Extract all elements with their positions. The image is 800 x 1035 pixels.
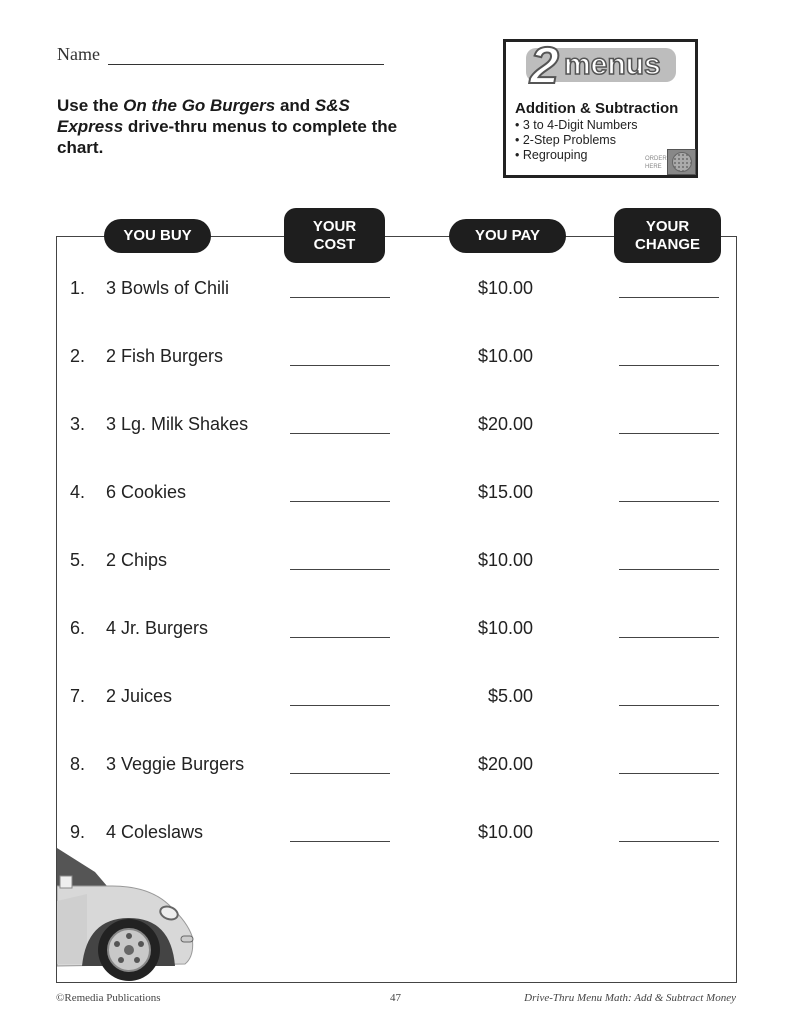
header-you-pay <box>449 219 566 253</box>
cost-blank[interactable] <box>290 841 390 842</box>
row-item: 2 Fish Burgers <box>106 346 224 366</box>
table-row <box>56 754 737 778</box>
row-pay: $10.00 <box>477 822 533 842</box>
row-pay: $10.00 <box>477 550 533 570</box>
change-blank[interactable] <box>619 433 719 434</box>
row-item: 4 Jr. Burgers <box>106 618 209 638</box>
cost-blank[interactable] <box>290 569 390 570</box>
table-row <box>56 346 737 370</box>
name-field[interactable] <box>108 48 384 65</box>
header-your-cost <box>284 208 385 263</box>
header-you-buy <box>104 219 211 253</box>
badge-bullets <box>515 118 637 163</box>
order-here-label <box>645 155 669 171</box>
table-row <box>56 686 737 710</box>
row-item: 2 Juices <box>106 686 173 706</box>
cost-blank[interactable] <box>290 433 390 434</box>
row-item: 3 Lg. Milk Shakes <box>106 414 249 434</box>
cost-blank[interactable] <box>290 705 390 706</box>
row-number: 8. <box>70 754 86 774</box>
menu-name-2: S&S Express <box>57 96 350 136</box>
speaker-icon <box>667 149 696 175</box>
table-row <box>56 278 737 302</box>
header-label: YOUR <box>645 217 690 235</box>
table-row <box>56 482 737 506</box>
footer-page-number: 47 <box>390 992 401 1004</box>
instructions <box>57 95 417 158</box>
row-number: 7. <box>70 686 86 706</box>
header-label: YOU BUY <box>123 227 192 244</box>
cost-blank[interactable] <box>290 365 390 366</box>
instructions-text: and <box>275 96 315 115</box>
logo-word: menus <box>564 48 661 81</box>
row-pay: $20.00 <box>477 754 533 774</box>
row-number: 9. <box>70 822 86 842</box>
cost-blank[interactable] <box>290 297 390 298</box>
change-blank[interactable] <box>619 773 719 774</box>
header-label: YOUR <box>312 217 357 235</box>
row-pay: $10.00 <box>477 278 533 298</box>
row-number: 6. <box>70 618 86 638</box>
badge-title: Addition & Subtraction <box>515 100 679 117</box>
row-number: 3. <box>70 414 86 434</box>
change-blank[interactable] <box>619 297 719 298</box>
row-pay: $20.00 <box>477 414 533 434</box>
instructions-text: Use the <box>57 96 124 115</box>
cost-blank[interactable] <box>290 773 390 774</box>
change-blank[interactable] <box>619 705 719 706</box>
row-item: 3 Veggie Burgers <box>106 754 245 774</box>
name-label: Name <box>57 44 100 64</box>
badge-bullet: • 2-Step Problems <box>515 133 637 148</box>
badge-bullet: • Regrouping <box>515 148 637 163</box>
change-blank[interactable] <box>619 365 719 366</box>
header-label: CHANGE <box>634 235 700 253</box>
row-pay: $15.00 <box>477 482 533 502</box>
footer-publisher: ©Remedia Publications <box>56 992 161 1004</box>
order-label-line: HERE <box>645 164 662 170</box>
order-label-line: ORDER <box>645 156 667 162</box>
change-blank[interactable] <box>619 501 719 502</box>
cost-blank[interactable] <box>290 637 390 638</box>
table-row <box>56 414 737 438</box>
change-blank[interactable] <box>619 637 719 638</box>
table-row <box>56 550 737 574</box>
row-number: 1. <box>70 278 86 298</box>
row-number: 5. <box>70 550 86 570</box>
row-item: 6 Cookies <box>106 482 187 502</box>
series-badge <box>503 39 698 178</box>
row-item: 2 Chips <box>106 550 168 570</box>
header-your-change <box>614 208 721 263</box>
header-label: COST <box>313 235 356 253</box>
car-illustration-icon <box>57 846 202 982</box>
row-pay: $10.00 <box>477 346 533 366</box>
logo-number: 2 <box>530 37 559 95</box>
row-pay: $5.00 <box>487 686 533 706</box>
cost-blank[interactable] <box>290 501 390 502</box>
row-number: 4. <box>70 482 86 502</box>
row-item: 3 Bowls of Chili <box>106 278 230 298</box>
table-row <box>56 822 737 846</box>
row-item: 4 Coleslaws <box>106 822 204 842</box>
menu-name-1: On the Go Burgers <box>123 96 276 115</box>
header-label: YOU PAY <box>474 227 541 244</box>
row-pay: $10.00 <box>477 618 533 638</box>
row-number: 2. <box>70 346 86 366</box>
instructions-text: drive-thru menus to complete the chart. <box>57 117 398 157</box>
change-blank[interactable] <box>619 841 719 842</box>
badge-bullet: • 3 to 4-Digit Numbers <box>515 118 637 133</box>
table-row <box>56 618 737 642</box>
name-row <box>57 44 384 65</box>
footer-book-title: Drive-Thru Menu Math: Add & Subtract Money <box>524 992 736 1004</box>
change-blank[interactable] <box>619 569 719 570</box>
